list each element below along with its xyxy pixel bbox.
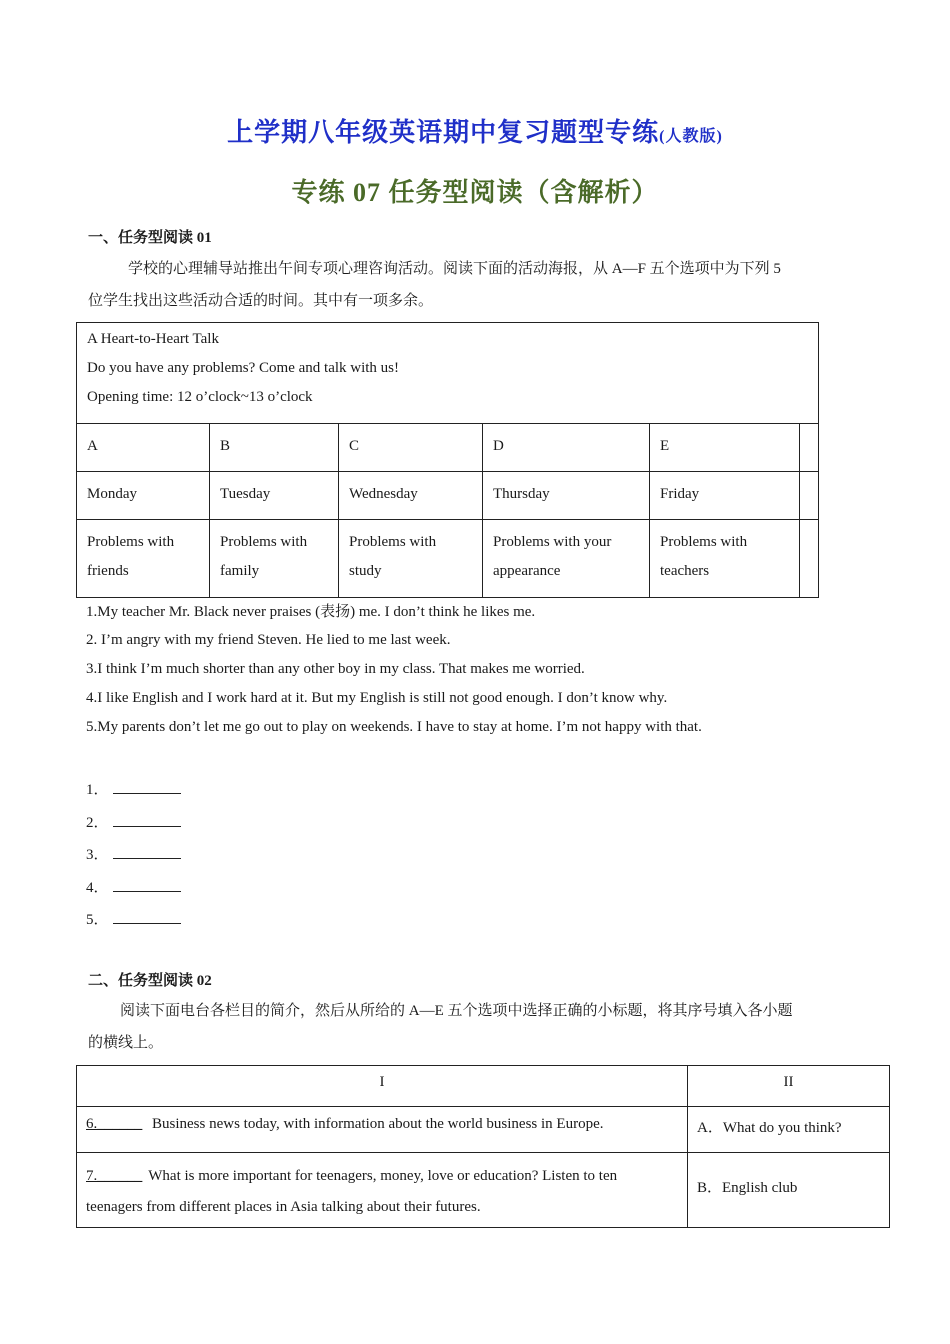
blank-7[interactable]: 7.______ [86,1168,143,1184]
statement-5: 5.My parents don’t let me go out to play on weekends. I have to stay at home. I’m not happy with that. [86,719,702,735]
poster-table [76,322,819,598]
section2-heading: 二、任务型阅读 02 [88,973,212,989]
section1-instruction-line1: 学校的心理辅导站推出午间专项心理咨询活动。阅读下面的活动海报，从 A—F 五个选项中为下列 5 [128,261,781,277]
section2-instruction-line2: 的横线上。 [88,1035,164,1051]
statement-1: 1.My teacher Mr. Black never praises (表扬) me. I don’t think he likes me. [86,604,536,620]
blank-6[interactable]: 6.______ [86,1116,143,1132]
poster-cell: Friday [650,472,800,519]
answer-blank-4[interactable]: 4． [86,876,181,897]
poster-line3: Opening time: 12 o’clock~13 o’clock [87,389,313,405]
poster-cell: B [210,424,339,471]
title-edition: (人教版) [659,128,723,145]
poster-cell: Problems with friends [77,520,210,597]
section2-instruction-line1: 阅读下面电台各栏目的简介，然后从所给的 A—E 五个选项中选择正确的小标题，将其序号填入各小题 [120,1003,793,1019]
statement-4: 4.I like English and I work hard at it. But my English is still not good enough. I don’t know why. [86,690,668,706]
poster-cell [800,520,820,597]
poster-cell: Problems with your appearance [483,520,650,597]
poster-cell: A [77,424,210,471]
column-header-i: I [77,1066,688,1106]
poster-cell: D [483,424,650,471]
poster-cell: C [339,424,483,471]
poster-cell: Problems with teachers [650,520,800,597]
poster-cell [800,472,820,519]
title-main: 上学期八年级英语期中复习题型专练 [227,118,660,147]
section1-heading: 一、任务型阅读 01 [88,230,212,246]
program-row-6-text: 6.______ Business news today, with information about the world business in Europe. [77,1107,688,1152]
poster-cell: Problems with study [339,520,483,597]
option-b: B．English club [697,1180,798,1196]
answer-blank-1[interactable]: 1． [86,778,181,799]
program-row-6 [77,1107,889,1153]
poster-cell: Problems with family [210,520,339,597]
poster-cell [800,424,820,471]
answer-blank-5[interactable]: 5． [86,908,181,929]
statement-3: 3.I think I’m much shorter than any other boy in my class. That makes me worried. [86,661,585,677]
poster-title: A Heart-to-Heart Talk [87,331,219,347]
column-header-ii: II [783,1074,794,1090]
poster-cell: Tuesday [210,472,339,519]
poster-cell: Wednesday [339,472,483,519]
section1-instruction-line2: 位学生找出这些活动合适的时间。其中有一项多余。 [88,293,434,309]
poster-row-letters [77,424,818,472]
poster-row-topics [77,520,818,597]
program-row-7 [77,1153,889,1227]
program-row-7-text: 7.______ What is more important for teenagers, money, love or education? Listen to ten teenagers from different places in Asia talking about their futures. [77,1153,688,1227]
poster-cell: Monday [77,472,210,519]
document-subtitle: 专练 07 任务型阅读（含解析） [291,178,659,207]
program-table-header [77,1066,889,1107]
program-table [76,1065,890,1228]
poster-row-days [77,472,818,520]
document-title [0,112,950,149]
option-a: A．What do you think? [697,1120,842,1136]
poster-line2: Do you have any problems? Come and talk with us! [87,360,400,376]
poster-cell: Thursday [483,472,650,519]
answer-blank-2[interactable]: 2． [86,811,181,832]
poster-cell: E [650,424,800,471]
answer-blank-3[interactable]: 3． [86,843,181,864]
poster-header [77,323,818,424]
statement-2: 2. I’m angry with my friend Steven. He lied to me last week. [86,632,451,648]
